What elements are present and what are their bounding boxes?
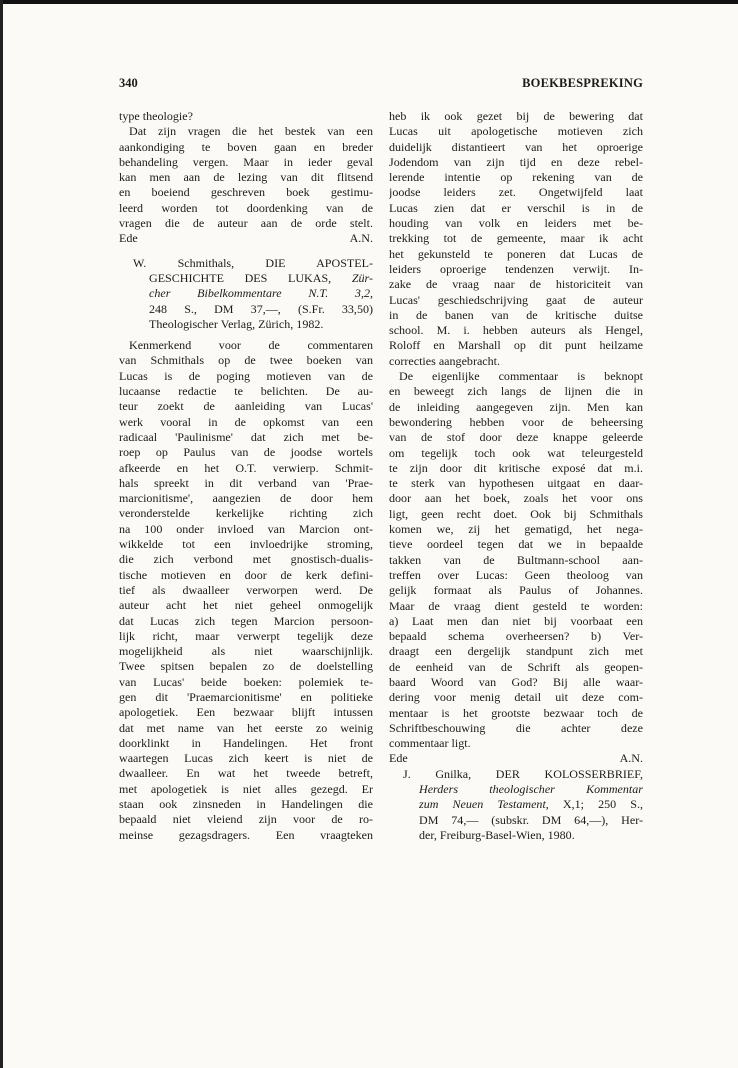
text-line: mogelijkheid als niet waarschijnlijk. [119, 644, 373, 659]
text-line: meinse gezagsdragers. Een vraagteken [119, 827, 373, 842]
text-line: van Schmithals op de twee boeken van [119, 353, 373, 368]
review-signature [119, 231, 373, 246]
paragraph-review-continued [389, 109, 643, 369]
text-line: tieve oordeel tegen dat we in bepaalde [389, 537, 643, 552]
text-line: roep op Paulus van de joodse wortels [119, 445, 373, 460]
text-line: aankondiging te boven gaan en breder [119, 139, 373, 154]
text-line: gen dit 'Praemarcionitisme' en politieke [119, 689, 373, 704]
text-line: baard Woord van God? Bij alle waar- [389, 674, 643, 689]
text-line: werk vooral in de opkomst van een [119, 414, 373, 429]
reference-line [149, 271, 373, 286]
text-line: komen we, zij het gematigd, het nega- [389, 522, 643, 537]
signature-place: Ede [119, 231, 138, 246]
text-line: lucaanse redactie te belichten. De au- [119, 384, 373, 399]
paragraph-review-body [119, 338, 373, 843]
reference-volume: , X,1; 250 S., [545, 797, 643, 812]
text-line: wikkelde tot een invloedrijke stroming, [119, 537, 373, 552]
text-line: Roloff en Marshall op dit punt heilzame [389, 338, 643, 353]
text-line: auteur acht het niet geheel onmogelijk [119, 598, 373, 613]
text-line: die zich verbond met gnostisch-dualis- [119, 552, 373, 567]
text-line: gelijk formaat als Paulus of Johannes. [389, 583, 643, 598]
text-line: heb ik ook gezet bij de bewering dat [389, 109, 643, 123]
reference-line: 248 S., DM 37,—, (S.Fr. 33,50) [149, 301, 373, 316]
reference-line: W. Schmithals, DIE APOSTEL- [133, 255, 373, 270]
text-line: vragen die de auteur aan de orde stelt. [119, 216, 373, 231]
text-line: trekking tot de gemeente, maar ik acht [389, 231, 643, 246]
text-line: staan ook zinsneden in Handelingen die [119, 797, 373, 812]
text-line: waartegen Lucas zich keert is niet de [119, 751, 373, 766]
text-line: takken van de Bultmann-school aan- [389, 552, 643, 567]
page-left-border [0, 0, 3, 1068]
text-line: dat met name van het eerste zo weinig [119, 720, 373, 735]
reference-line: der, Freiburg-Basel-Wien, 1980. [419, 827, 575, 842]
text-line: tische motieven en door de kerk defini- [119, 567, 373, 582]
text-line: radicaal 'Paulinisme' dat zich met be- [119, 429, 373, 444]
text-line: bepaald niet vleiend zijn voor de ro- [119, 812, 373, 827]
text-line: tief als dwaalleer verworpen werd. De [119, 582, 373, 597]
text-line: met apologetiek is niet alles gezegd. Er [119, 781, 373, 796]
text-line: behandeling vergen. Maar in ieder geval [119, 154, 373, 169]
text-line: en beweegt zich langs de lijnen die in [389, 384, 643, 399]
text-line: dwaalleer. En wat het tweede betreft, [119, 766, 373, 781]
text-line: Kenmerkend voor de commentaren [129, 338, 373, 353]
paragraph-evaluation [389, 369, 643, 751]
reference-line [419, 782, 643, 797]
reference-line: Theologischer Verlag, Zürich, 1982. [149, 316, 324, 331]
text-line: kan men aan de lezing van dit flitsend [119, 170, 373, 185]
text-line: doorklinkt in Handelingen. Het front [119, 735, 373, 750]
text-line: a) Laat men dan niet bij voorbaat een [389, 613, 643, 628]
text-line: in de banen van de kritische duitse [389, 307, 643, 322]
text-line: hals spreekt in dit verband van 'Prae- [119, 475, 373, 490]
text-line: teur zoekt de aanleiding van Lucas' [119, 399, 373, 414]
reference-line: DM 74,— (subskr. DM 64,—), Her- [419, 812, 643, 827]
text-line: mentaar is het grootste bezwaar toch de [389, 705, 643, 720]
text-line: zake de vraag naar de historiciteit van [389, 277, 643, 292]
text-line: te sterk van hypothesen uitgaat en daar- [389, 476, 643, 491]
reference-line: J. Gnilka, DER KOLOSSERBRIEF, [403, 766, 643, 781]
text-line: van Lucas' beide boeken: polemiek te- [119, 674, 373, 689]
text-line: school. M. i. hebben auteurs als Hengel, [389, 323, 643, 338]
text-line: Lucas is de poging motieven van de [119, 368, 373, 383]
spacer [119, 247, 373, 256]
text-line: Twee spitsen bepalen zo de doelstelling [119, 659, 373, 674]
text-line: bepaald schema overheersen? b) Ver- [389, 629, 643, 644]
text-line: om tegelijk toch ook wat teleurgesteld [389, 445, 643, 460]
reference-series: Herders theologischer Kommentar [419, 782, 643, 797]
text-line: Dat zijn vragen die het bestek van een [129, 124, 373, 139]
text-line: Schriftbeschouwing die achter deze [389, 720, 643, 735]
book-reference-schmithals [119, 256, 373, 332]
text-line: Lucas uit apologetische motieven zich [389, 124, 643, 139]
text-line: lerende intentie op rekening van de [389, 170, 643, 185]
text-line: te zijn door dit kritische exposé dat m.i. [389, 460, 643, 475]
signature-place: Ede [389, 751, 408, 766]
text-line: bewondering hebben voor de beheersing [389, 414, 643, 429]
signature-initials: A.N. [349, 231, 373, 246]
book-reference-gnilka [389, 767, 643, 843]
text-line: Maar de vraag dient gesteld te worden: [389, 598, 643, 613]
text-line: type theologie? [119, 109, 193, 123]
text-line: Lucas' geschiedschrijving gaat de auteur [389, 292, 643, 307]
reference-series: zum Neuen Testament [419, 797, 546, 812]
text-line: de eenheid van de Schrift als geopen- [389, 659, 643, 674]
text-line: ligt, geen recht doet. Ook bij Schmithals [389, 506, 643, 521]
text-line: draagt een dergelijk standpunt zich met [389, 644, 643, 659]
text-line: houding van volk en leiders met be- [389, 216, 643, 231]
text-line: veronderstelde kerkelijke richting zich [119, 506, 373, 521]
text-line: door aan het boek, zoals het voor ons [389, 491, 643, 506]
text-line: het gekunsteld te poneren dat Lucas de [389, 246, 643, 261]
text-line: De eigenlijke commentaar is beknopt [399, 369, 643, 384]
text-line: correcties aangebracht. [389, 353, 501, 368]
text-line: marcionitisme', aangezien de door hem [119, 491, 373, 506]
reference-line [149, 286, 373, 301]
text-line: afkeerde en het O.T. verwierp. Schmit- [119, 460, 373, 475]
text-line: treffen over Lucas: Geen theoloog van [389, 567, 643, 582]
text-line: na 100 onder invloed van Marcion ont- [119, 521, 373, 536]
page-top-border [0, 0, 738, 4]
reference-title-part: GESCHICHTE DES LUKAS, [149, 270, 352, 285]
running-title: BOEKBESPREKING [522, 76, 643, 90]
text-line: leerd worden tot doordenking van de [119, 200, 373, 215]
text-line: joodse leiders zet. Ongetwijfeld laat [389, 185, 643, 200]
text-line: leiders oproerige tendenzen verwijt. In- [389, 261, 643, 276]
signature-initials: A.N. [619, 751, 643, 766]
text-line: apologetiek. Een bezwaar blijft intussen [119, 705, 373, 720]
text-line: dat Lucas zich tegen Marcion persoon- [119, 613, 373, 628]
text-line: Lucas zien dat er verschil is in de [389, 200, 643, 215]
paragraph-conclusion [119, 109, 373, 231]
review-signature [389, 751, 643, 766]
text-line: van de stof door deze knappe geleerde [389, 430, 643, 445]
reference-series: cher Bibelkommentare N.T. 3,2, [149, 286, 373, 301]
left-column [119, 109, 373, 843]
text-line: Jodendom van zijn tijd en deze rebel- [389, 154, 643, 169]
text-line: de inleiding aangegeven zijn. Men kan [389, 399, 643, 414]
text-line: lijk richt, maar verwerpt tegelijk deze [119, 628, 373, 643]
page-number: 340 [119, 76, 138, 90]
text-line: en boeiend geschreven boek gestimu- [119, 185, 373, 200]
right-column [389, 109, 643, 843]
text-line: dering voor menig detail uit deze com- [389, 690, 643, 705]
text-line: commentaar ligt. [389, 736, 471, 751]
reference-series-start: Zür- [351, 270, 373, 285]
reference-line [419, 797, 643, 812]
text-line: duidelijk distantieert van het oproerige [389, 139, 643, 154]
